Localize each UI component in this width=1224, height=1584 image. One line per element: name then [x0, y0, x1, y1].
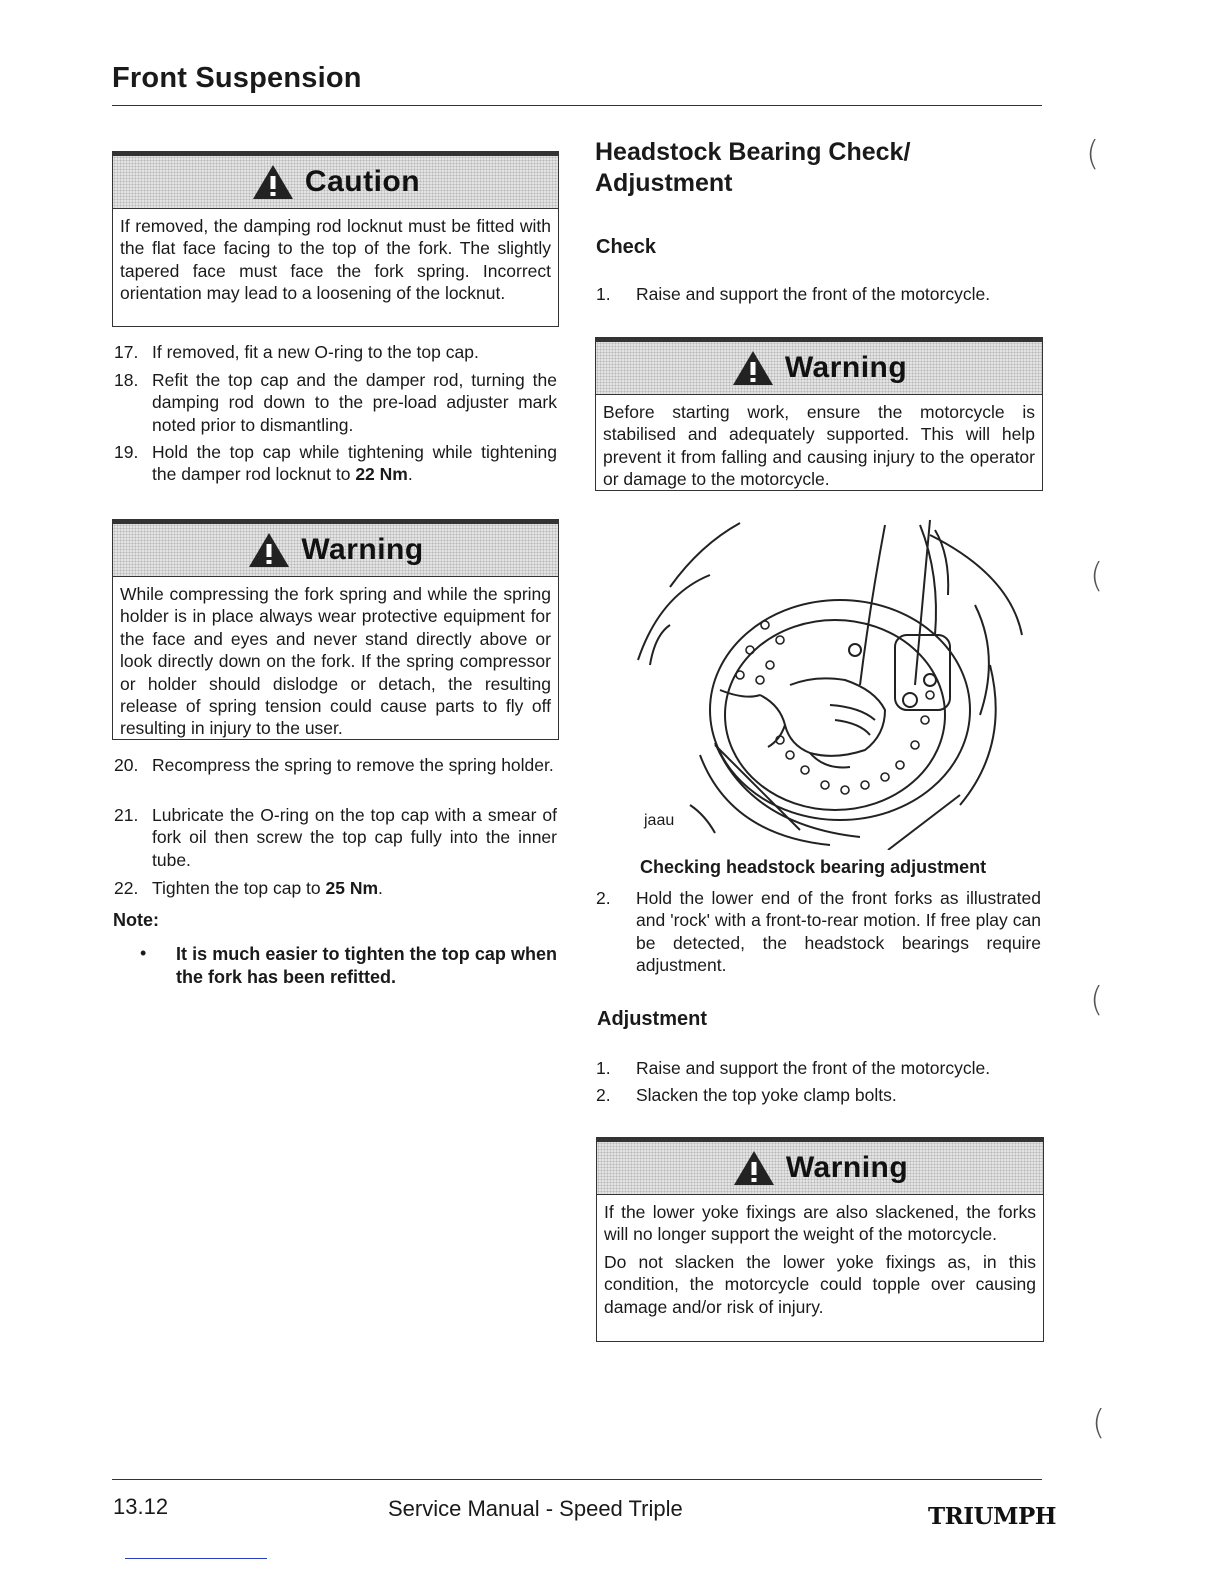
caution-triangle-icon — [251, 163, 295, 201]
page-title: Front Suspension — [112, 62, 362, 94]
warning-triangle-icon — [732, 1149, 776, 1187]
warning-title: Warning — [785, 1151, 909, 1184]
caution-title: Caution — [304, 165, 421, 198]
list-item — [596, 1057, 1042, 1081]
warning-header — [113, 520, 558, 577]
binder-hole-mark: ( — [1090, 980, 1104, 1020]
note-label: Note: — [113, 910, 159, 930]
binder-hole-mark: ( — [1086, 134, 1100, 174]
edge-artifact-line — [125, 1558, 267, 1559]
step-number: 1. — [596, 1058, 611, 1078]
caution-text: If removed, the damping rod locknut must be fitted with the flat face facing to the top of the fork. The slightly tapered face must face the fork spring. Incorrect orientation may lead to a loosening of the locknut. — [120, 216, 551, 304]
step-number: 21. — [114, 805, 139, 825]
list-item — [114, 369, 558, 437]
step-text: Raise and support the front of the motorcycle. — [636, 1058, 991, 1078]
warning-text: Do not slacken the lower yoke fixings as, in this condition, the motorcycle could topple over causing damage and/or risk of injury. — [604, 1251, 1036, 1317]
subheading-check: Check — [596, 236, 657, 258]
warning-text: While compressing the fork spring and while the spring holder is in place always wear protective equipment for the face and eyes and never stand directly above or look directly down on the fork. If the spring compressor or holder should dislodge or detach, the resulting release of spring tension could cause parts to fly off resulting in injury to the user. — [120, 584, 551, 739]
step-text: Slacken the top yoke clamp bolts. — [636, 1085, 897, 1105]
step-text: Tighten the top cap to 25 Nm. — [152, 878, 383, 898]
list-item — [114, 754, 558, 800]
torque-value: 25 Nm — [325, 878, 379, 898]
step-text: If removed, fit a new O-ring to the top cap. — [152, 342, 479, 362]
bullet-dot: • — [140, 943, 147, 963]
list-item — [114, 804, 558, 872]
step-number: 2. — [596, 888, 611, 908]
warning-triangle-icon — [247, 531, 291, 569]
note-text: It is much easier to tighten the top cap when the fork has been refitted. — [176, 944, 557, 987]
binder-hole-mark: ( — [1092, 1403, 1106, 1443]
warning-title: Warning — [784, 351, 908, 384]
list-item — [114, 441, 558, 487]
manual-title: Service Manual - Speed Triple — [388, 1496, 683, 1521]
caution-header — [113, 152, 558, 209]
list-item — [114, 877, 558, 901]
headstock-check-illustration — [630, 515, 1030, 850]
warning-text: Before starting work, ensure the motorcycle is stabilised and adequately supported. This will help prevent it from falling and causing injury to the operator or damage to the motorcycle. — [603, 402, 1035, 490]
step-text: Lubricate the O-ring on the top cap with a smear of fork oil then screw the top cap fully into the inner tube. — [152, 805, 557, 870]
step-text: Raise and support the front of the motorcycle. — [636, 284, 991, 304]
step-text: Hold the top cap while tightening while tightening the damper rod locknut to 22 Nm. — [152, 442, 557, 485]
list-item — [596, 283, 1042, 307]
step-text: Recompress the spring to remove the spring holder. — [152, 755, 554, 775]
section-heading: Headstock Bearing Check/ Adjustment — [595, 138, 911, 197]
warning-box — [595, 337, 1043, 491]
figure-caption: Checking headstock bearing adjustment — [640, 857, 987, 877]
figure-code: jaau — [644, 812, 675, 829]
warning-text: If the lower yoke fixings are also slackened, the forks will no longer support the weight of the motorcycle. — [604, 1202, 1036, 1245]
list-item — [114, 341, 558, 365]
warning-triangle-icon — [731, 349, 775, 387]
step-number: 19. — [114, 442, 139, 462]
step-number: 2. — [596, 1085, 611, 1105]
binder-hole-mark: ( — [1090, 556, 1104, 596]
brand-logo: TRIUMPH — [928, 1503, 1057, 1530]
step-text: Refit the top cap and the damper rod, turning the damping rod down to the pre-load adjuster mark noted prior to dismantling. — [152, 370, 557, 435]
step-number: 1. — [596, 284, 611, 304]
list-item — [596, 1084, 1042, 1108]
warning-header — [597, 1138, 1043, 1195]
warning-header — [596, 338, 1042, 395]
warning-box — [112, 519, 559, 740]
caution-box — [112, 151, 559, 327]
page-number: 13.12 — [113, 1494, 169, 1519]
step-text: Hold the lower end of the front forks as illustrated and 'rock' with a front-to-rear motion. If free play can be detected, the headstock bearings require adjustment. — [636, 888, 1041, 976]
subheading-adjustment: Adjustment — [597, 1008, 707, 1030]
step-number: 17. — [114, 342, 139, 362]
step-number: 20. — [114, 755, 139, 775]
footer-divider — [112, 1479, 1042, 1480]
header-divider — [112, 105, 1042, 106]
step-number: 18. — [114, 370, 139, 390]
step-number: 22. — [114, 878, 139, 898]
list-item — [596, 887, 1042, 979]
torque-value: 22 Nm — [355, 464, 408, 485]
warning-title: Warning — [301, 533, 424, 566]
warning-box — [596, 1137, 1044, 1342]
